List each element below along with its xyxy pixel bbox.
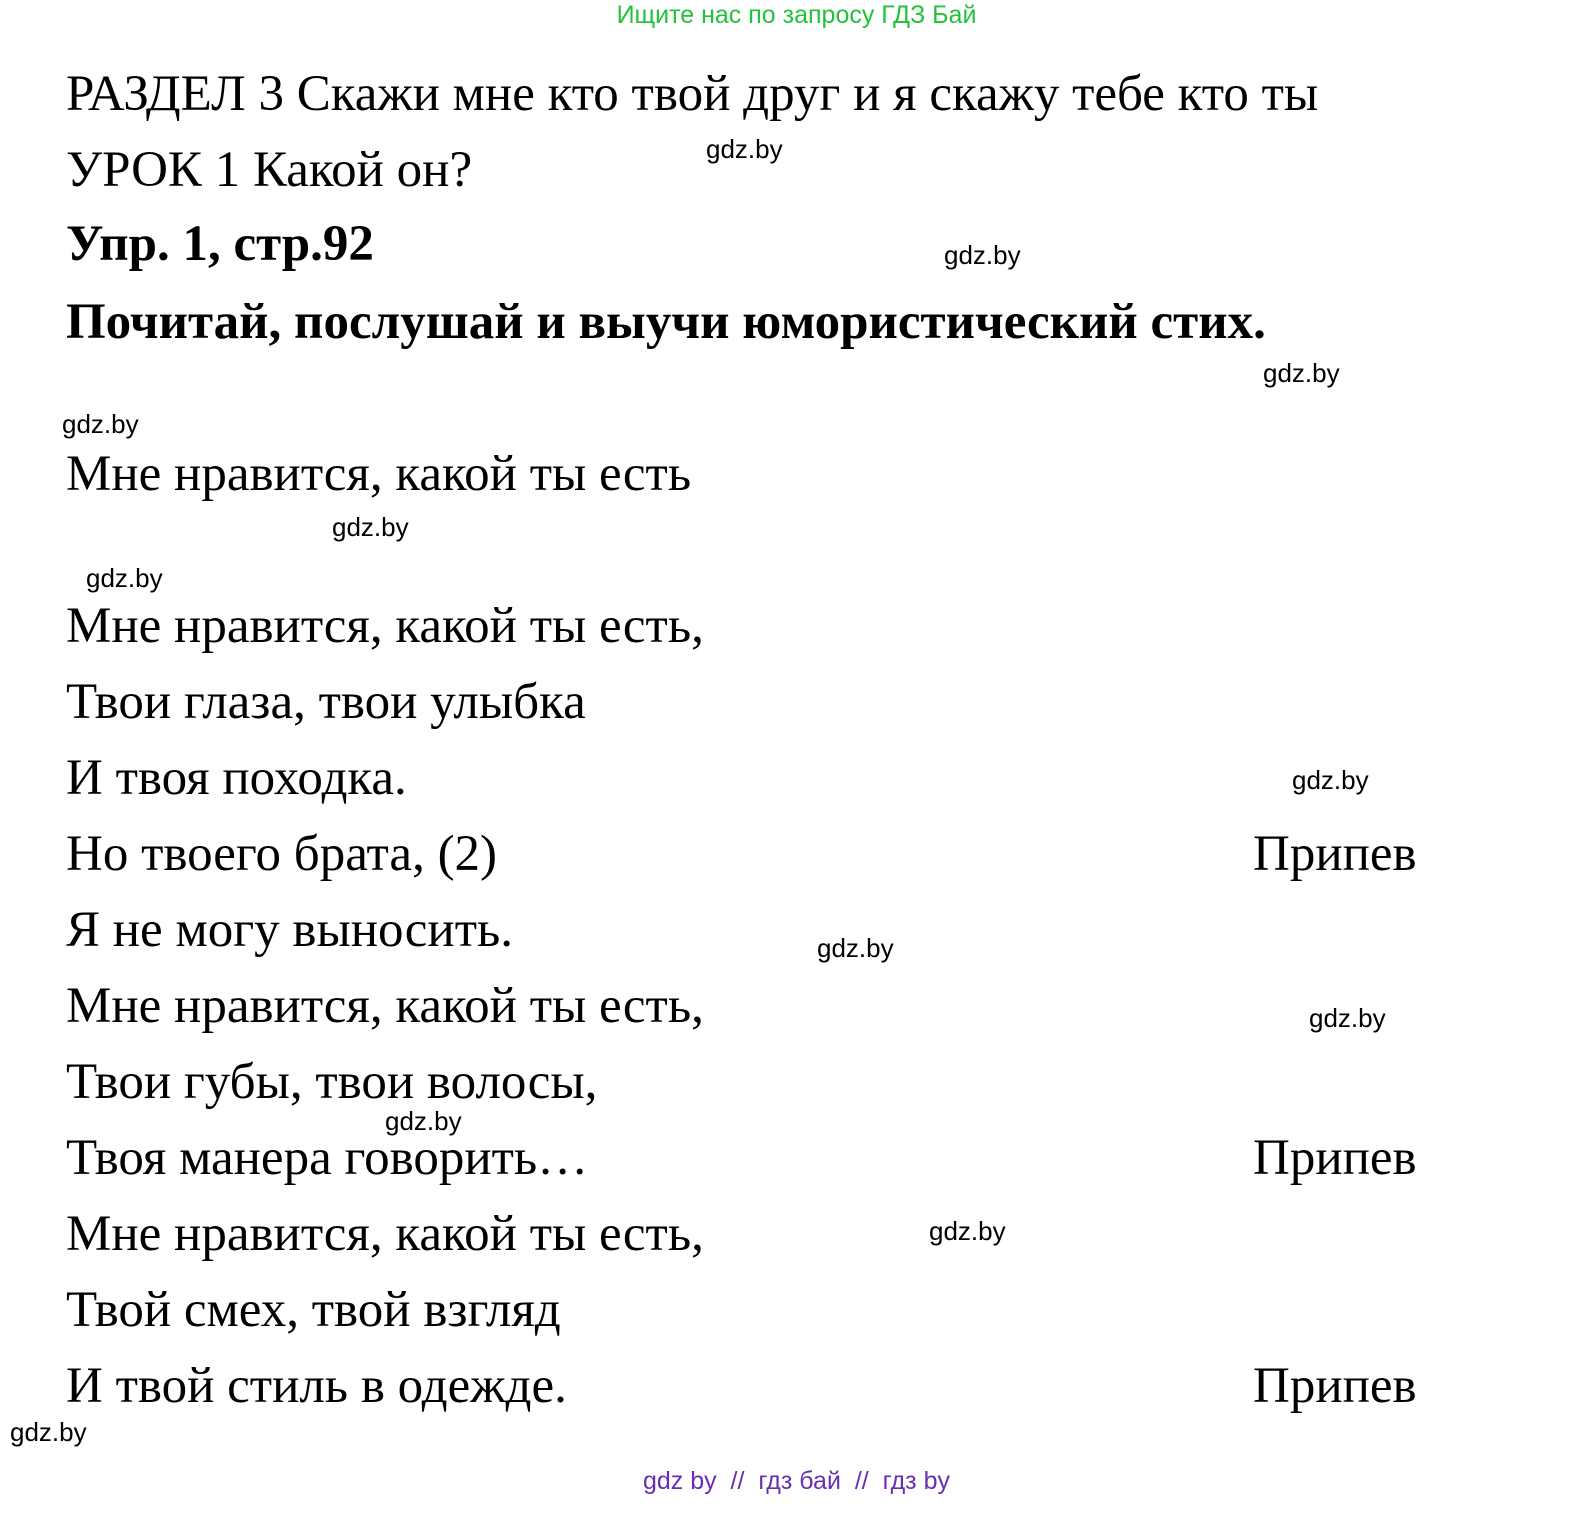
poem-line: Мне нравится, какой ты есть, [66,1206,704,1262]
poem-line: И твой стиль в одежде. [66,1358,567,1414]
poem-line: Твой смех, твой взгляд [66,1282,561,1338]
lesson-title: УРОК 1 Какой он? [66,142,473,198]
watermark: gdz.by [86,563,163,593]
poem-line: Твои губы, твои волосы, [66,1054,598,1110]
exercise-reference: Упр. 1, стр.92 [66,216,374,272]
watermark: gdz.by [385,1106,462,1136]
top-banner[interactable]: Ищите нас по запросу ГДЗ Бай [616,1,977,29]
watermark: gdz.by [1263,358,1340,388]
poem-title: Мне нравится, какой ты есть [66,446,692,502]
watermark: gdz.by [929,1216,1006,1246]
poem-line: Но твоего брата, (2) [66,826,498,882]
poem-line: Твоя манера говорить… [66,1130,589,1186]
refrain-label: Припев [1253,826,1417,882]
poem-line: Я не могу выносить. [66,902,514,958]
refrain-label: Припев [1253,1358,1417,1414]
watermark: gdz.by [944,240,1021,270]
poem-line: Мне нравится, какой ты есть, [66,978,704,1034]
watermark: gdz.by [817,933,894,963]
task-instruction: Почитай, послушай и выучи юмористический стих. [66,294,1266,350]
watermark: gdz.by [1309,1003,1386,1033]
refrain-label: Припев [1253,1130,1417,1186]
watermark: gdz.by [10,1417,87,1447]
poem-line: И твоя походка. [66,750,407,806]
watermark: gdz.by [706,134,783,164]
watermark: gdz.by [62,409,139,439]
poem-line: Твои глаза, твои улыбка [66,674,586,730]
watermark: gdz.by [1292,765,1369,795]
bottom-banner[interactable]: gdz by // гдз бай // гдз by [642,1467,950,1495]
section-title: РАЗДЕЛ 3 Скажи мне кто твой друг и я скажу тебе кто ты [66,66,1319,122]
watermark: gdz.by [332,512,409,542]
poem-line: Мне нравится, какой ты есть, [66,598,704,654]
